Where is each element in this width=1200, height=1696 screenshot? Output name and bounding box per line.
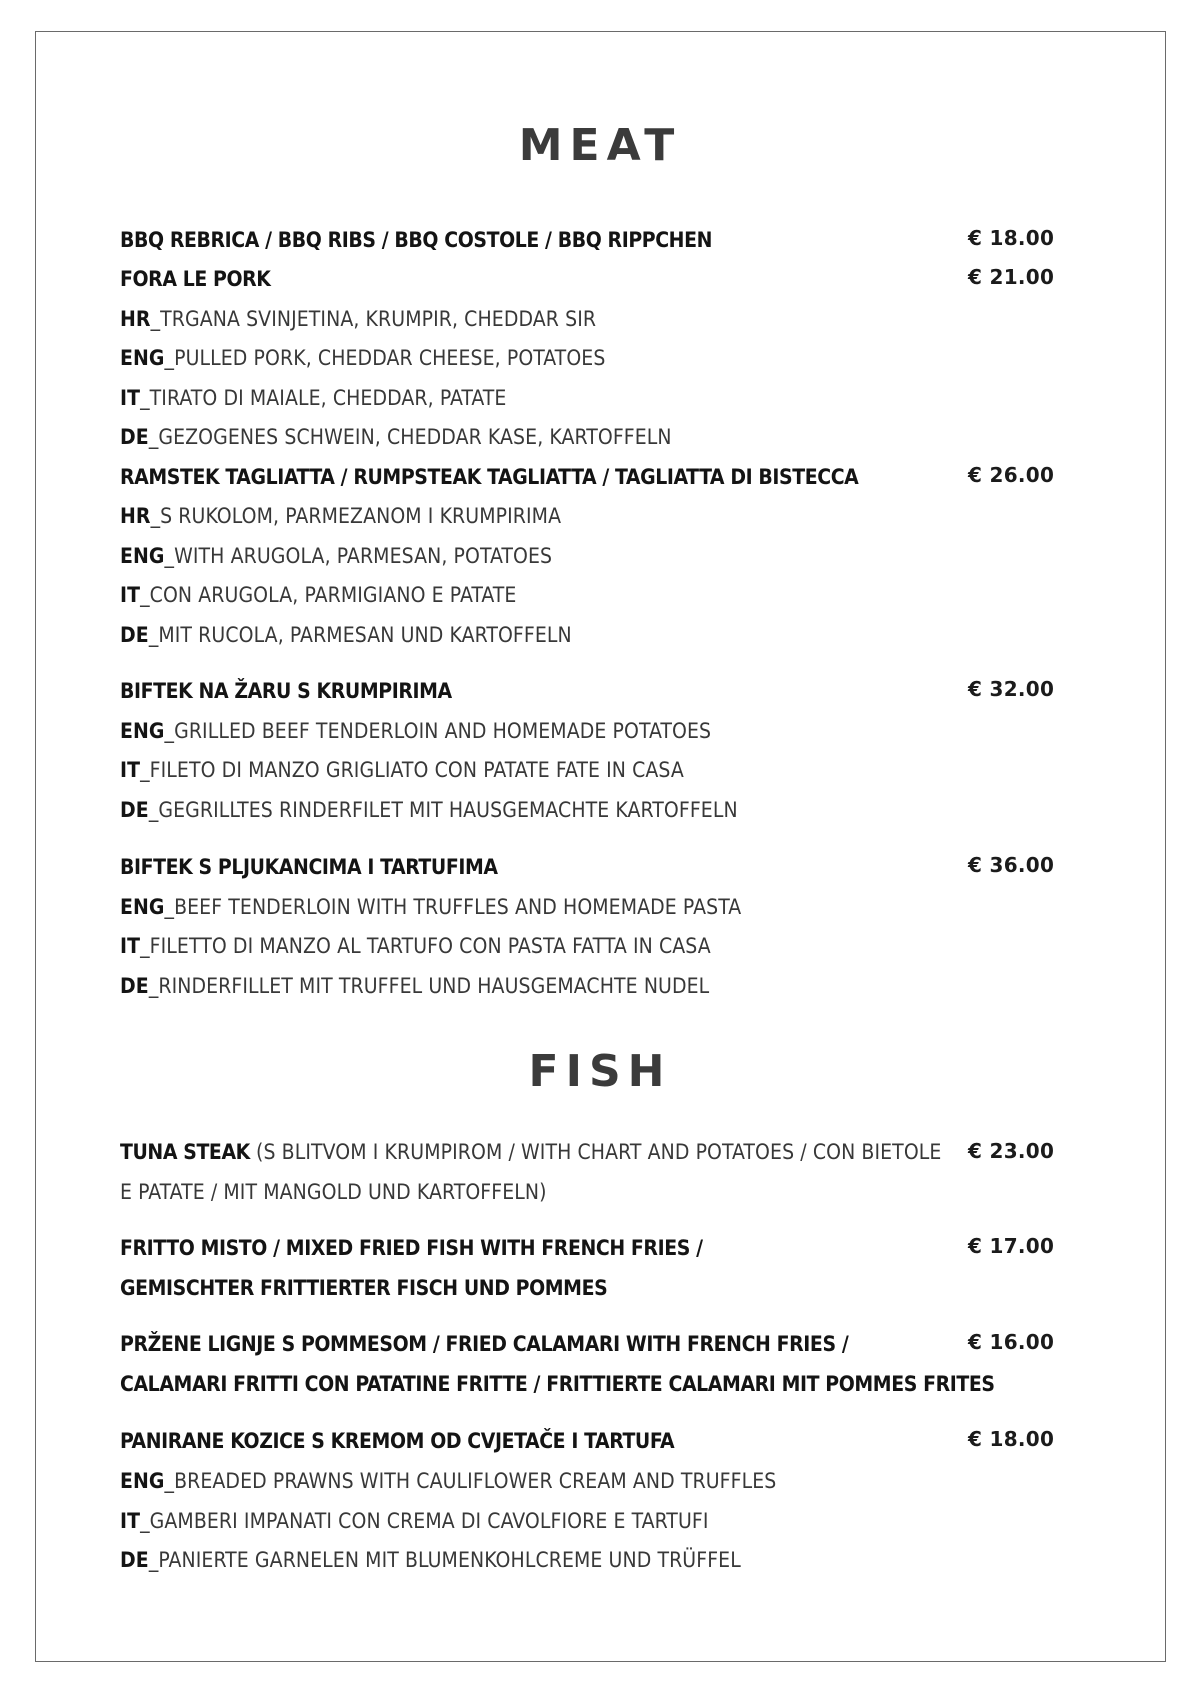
menu-item-fritto-line1 bbox=[120, 1228, 1050, 1268]
lang-code: IT bbox=[120, 1509, 141, 1533]
pork-desc-de bbox=[120, 417, 1050, 457]
desc-text: _FILETTO DI MANZO AL TARTUFO CON PASTA FATTA IN CASA bbox=[140, 934, 711, 958]
desc-text: _BEEF TENDERLOIN WITH TRUFFLES AND HOMEMADE PASTA bbox=[164, 895, 742, 919]
price-kozice: € 18.00 bbox=[968, 1427, 1055, 1451]
biftek1-desc-eng bbox=[120, 711, 1050, 751]
lang-code: DE bbox=[120, 425, 149, 449]
desc-text: E PATATE / MIT MANGOLD UND KARTOFFELN) bbox=[120, 1180, 547, 1204]
desc-text: _BREADED PRAWNS WITH CAULIFLOWER CREAM AND TRUFFLES bbox=[164, 1469, 777, 1493]
lang-code: IT bbox=[120, 583, 141, 607]
item-name: FRITTO MISTO / MIXED FRIED FISH WITH FRENCH FRIES / bbox=[120, 1236, 703, 1260]
pork-desc-hr bbox=[120, 299, 1050, 339]
ramstek-desc-de bbox=[120, 615, 1050, 655]
desc-text: _GRILLED BEEF TENDERLOIN AND HOMEMADE POTATOES bbox=[164, 719, 712, 743]
desc-text: _S RUKOLOM, PARMEZANOM I KRUMPIRIMA bbox=[150, 504, 562, 528]
desc-text: _WITH ARUGOLA, PARMESAN, POTATOES bbox=[164, 544, 553, 568]
item-name: BIFTEK NA ŽARU S KRUMPIRIMA bbox=[120, 679, 452, 703]
kozice-desc-de bbox=[120, 1540, 1050, 1580]
lang-code: DE bbox=[120, 974, 149, 998]
desc-text: _TRGANA SVINJETINA, KRUMPIR, CHEDDAR SIR bbox=[150, 307, 597, 331]
desc-text: _MIT RUCOLA, PARMESAN UND KARTOFFELN bbox=[148, 623, 572, 647]
biftek2-desc-eng bbox=[120, 887, 1050, 927]
lang-code: IT bbox=[120, 386, 141, 410]
lang-code: ENG bbox=[120, 895, 165, 919]
ramstek-desc-hr bbox=[120, 496, 1050, 536]
biftek1-desc-de bbox=[120, 790, 1050, 830]
desc-text: _PANIERTE GARNELEN MIT BLUMENKOHLCREME UND TRÜFFEL bbox=[148, 1548, 741, 1572]
menu-item-tuna-line2 bbox=[120, 1172, 1050, 1212]
price-tuna: € 23.00 bbox=[968, 1139, 1055, 1163]
item-name: PANIRANE KOZICE S KREMOM OD CVJETAČE I TARTUFA bbox=[120, 1429, 675, 1453]
lang-code: IT bbox=[120, 758, 141, 782]
lang-code: IT bbox=[120, 934, 141, 958]
menu-item-lignje-line2 bbox=[120, 1364, 1050, 1404]
lang-code: DE bbox=[120, 623, 149, 647]
item-name: BBQ REBRICA / BBQ RIBS / BBQ COSTOLE / BBQ RIPPCHEN bbox=[120, 228, 713, 252]
lang-code: ENG bbox=[120, 1469, 165, 1493]
item-name: TUNA STEAK bbox=[120, 1140, 250, 1164]
lang-code: ENG bbox=[120, 346, 165, 370]
price-biftek1: € 32.00 bbox=[968, 677, 1055, 701]
desc-text: _GEGRILLTES RINDERFILET MIT HAUSGEMACHTE KARTOFFELN bbox=[148, 798, 738, 822]
lang-code: ENG bbox=[120, 544, 165, 568]
desc-text: _FILETO DI MANZO GRIGLIATO CON PATATE FATE IN CASA bbox=[140, 758, 684, 782]
ramstek-desc-it bbox=[120, 575, 1050, 615]
price-bbq: € 18.00 bbox=[968, 226, 1055, 250]
pork-desc-it bbox=[120, 378, 1050, 418]
lang-code: DE bbox=[120, 798, 149, 822]
menu-item-kozice-name bbox=[120, 1421, 1050, 1461]
desc-text: _PULLED PORK, CHEDDAR CHEESE, POTATOES bbox=[164, 346, 606, 370]
desc-text: _GEZOGENES SCHWEIN, CHEDDAR KASE, KARTOFFELN bbox=[148, 425, 672, 449]
meat-section-title: MEAT bbox=[518, 120, 682, 171]
menu-item-lignje-line1 bbox=[120, 1324, 1050, 1364]
ramstek-desc-eng bbox=[120, 536, 1050, 576]
menu-item-pork-name bbox=[120, 259, 1050, 299]
item-name: RAMSTEK TAGLIATTA / RUMPSTEAK TAGLIATTA / TAGLIATTA DI BISTECCA bbox=[120, 465, 859, 489]
biftek2-desc-de bbox=[120, 966, 1050, 1006]
pork-desc-eng bbox=[120, 338, 1050, 378]
item-name: BIFTEK S PLJUKANCIMA I TARTUFIMA bbox=[120, 855, 498, 879]
item-name: PRŽENE LIGNJE S POMMESOM / FRIED CALAMARI WITH FRENCH FRIES / bbox=[120, 1332, 849, 1356]
menu-item-bbq-name bbox=[120, 220, 1050, 260]
lang-code: DE bbox=[120, 1548, 149, 1572]
desc-text: _CON ARUGOLA, PARMIGIANO E PATATE bbox=[140, 583, 517, 607]
kozice-desc-eng bbox=[120, 1461, 1050, 1501]
lang-code: HR bbox=[120, 504, 151, 528]
menu-item-ramstek-name bbox=[120, 457, 1050, 497]
lang-code: ENG bbox=[120, 719, 165, 743]
biftek1-desc-it bbox=[120, 750, 1050, 790]
price-pork: € 21.00 bbox=[968, 265, 1055, 289]
menu-item-biftek1-name bbox=[120, 671, 1050, 711]
menu-item-biftek2-name bbox=[120, 847, 1050, 887]
price-ramstek: € 26.00 bbox=[968, 463, 1055, 487]
desc-text: _TIRATO DI MAIALE, CHEDDAR, PATATE bbox=[140, 386, 507, 410]
menu-item-tuna-line1 bbox=[120, 1132, 1050, 1172]
lang-code: HR bbox=[120, 307, 151, 331]
item-name: GEMISCHTER FRITTIERTER FISCH UND POMMES bbox=[120, 1276, 608, 1300]
item-name: CALAMARI FRITTI CON PATATINE FRITTE / FRITTIERTE CALAMARI MIT POMMES FRITES bbox=[120, 1372, 995, 1396]
fish-section-title: FISH bbox=[528, 1046, 672, 1097]
kozice-desc-it bbox=[120, 1501, 1050, 1541]
menu-item-fritto-line2 bbox=[120, 1268, 1050, 1308]
item-name: FORA LE PORK bbox=[120, 267, 271, 291]
price-fritto: € 17.00 bbox=[968, 1234, 1055, 1258]
biftek2-desc-it bbox=[120, 926, 1050, 966]
price-lignje: € 16.00 bbox=[968, 1330, 1055, 1354]
desc-text: (S BLITVOM I KRUMPIROM / WITH CHART AND POTATOES / CON BIETOLE bbox=[249, 1140, 942, 1164]
desc-text: _RINDERFILLET MIT TRUFFEL UND HAUSGEMACHTE NUDEL bbox=[148, 974, 710, 998]
price-biftek2: € 36.00 bbox=[968, 853, 1055, 877]
desc-text: _GAMBERI IMPANATI CON CREMA DI CAVOLFIORE E TARTUFI bbox=[140, 1509, 709, 1533]
